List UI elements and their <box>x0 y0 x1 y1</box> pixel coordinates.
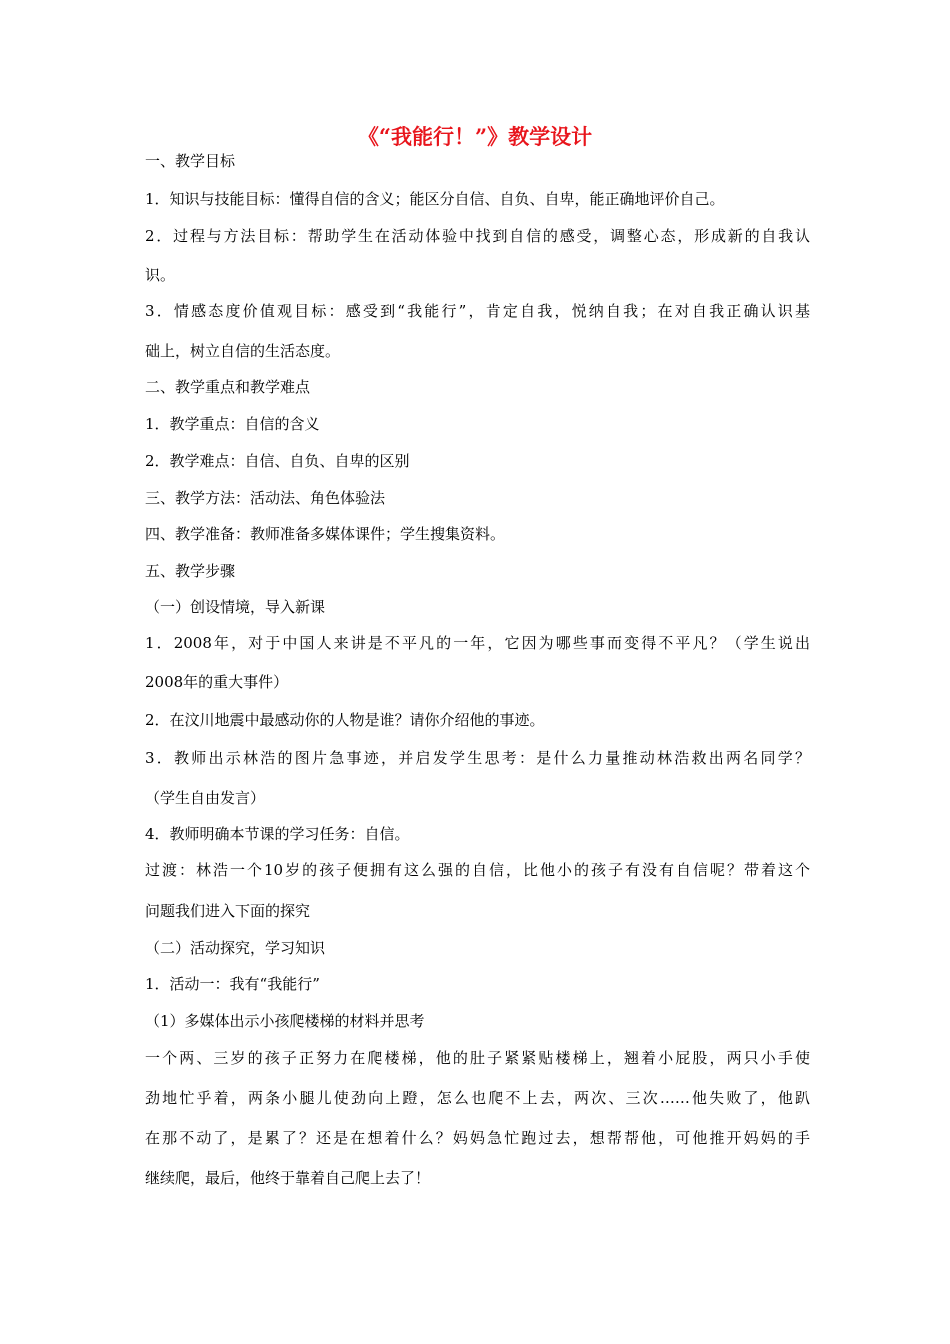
paragraph-line: 2．在汶川地震中最感动你的人物是谁？请你介绍他的事迹。 <box>145 711 545 729</box>
paragraph-line: 4．教师明确本节课的学习任务：自信。 <box>145 825 410 843</box>
paragraph-line: 在那不动了，是累了？还是在想着什么？妈妈急忙跑过去，想帮帮他，可他推开妈妈的手 <box>145 1129 810 1147</box>
paragraph-line: （学生自由发言） <box>145 789 266 807</box>
paragraph-line: 1．教学重点：自信的含义 <box>145 415 320 433</box>
document-title: 《“我能行！”》教学设计 <box>357 124 593 149</box>
paragraph-line: （1）多媒体出示小孩爬楼梯的材料并思考 <box>145 1012 425 1030</box>
paragraph-line: 1．活动一：我有“我能行” <box>145 975 320 993</box>
section-heading-objectives: 一、教学目标 <box>145 152 236 170</box>
subsection-heading: （一）创设情境，导入新课 <box>145 598 326 616</box>
subsection-heading: （二）活动探究，学习知识 <box>145 939 326 957</box>
section-heading-preparation: 四、教学准备：教师准备多媒体课件；学生搜集资料。 <box>145 525 506 543</box>
paragraph-line: 2．过程与方法目标：帮助学生在活动体验中找到自信的感受，调整心态，形成新的自我认 <box>145 227 810 245</box>
paragraph-line: 继续爬，最后，他终于靠着自己爬上去了！ <box>145 1169 431 1187</box>
paragraph-line: 1．知识与技能目标：懂得自信的含义；能区分自信、自负、自卑，能正确地评价自己。 <box>145 190 725 208</box>
paragraph-line: 2．教学难点：自信、自负、自卑的区别 <box>145 452 410 470</box>
paragraph-line: 3．情感态度价值观目标：感受到“我能行”，肯定自我，悦纳自我；在对自我正确认识基 <box>145 302 810 320</box>
paragraph-line: 识。 <box>145 266 176 284</box>
section-heading-methods: 三、教学方法：活动法、角色体验法 <box>145 489 386 507</box>
paragraph-line: 1．2008年，对于中国人来讲是不平凡的一年，它因为哪些事而变得不平凡？（学生说出 <box>145 634 810 652</box>
paragraph-line: 劲地忙乎着，两条小腿儿使劲向上蹬，怎么也爬不上去，两次、三次……他失败了，他趴 <box>145 1089 810 1107</box>
section-heading-key-points: 二、教学重点和教学难点 <box>145 378 311 396</box>
paragraph-line: 础上，树立自信的生活态度。 <box>145 342 341 360</box>
paragraph-line: 3．教师出示林浩的图片急事迹，并启发学生思考：是什么力量推动林浩救出两名同学？ <box>145 749 810 767</box>
paragraph-line: 过渡：林浩一个10岁的孩子便拥有这么强的自信，比他小的孩子有没有自信呢？带着这个 <box>145 861 810 879</box>
section-heading-steps: 五、教学步骤 <box>145 562 236 580</box>
paragraph-line: 问题我们进入下面的探究 <box>145 902 311 920</box>
paragraph-line: 一个两、三岁的孩子正努力在爬楼梯，他的肚子紧紧贴楼梯上，翘着小屁股，两只小手使 <box>145 1049 810 1067</box>
paragraph-line: 2008年的重大事件） <box>145 673 289 691</box>
